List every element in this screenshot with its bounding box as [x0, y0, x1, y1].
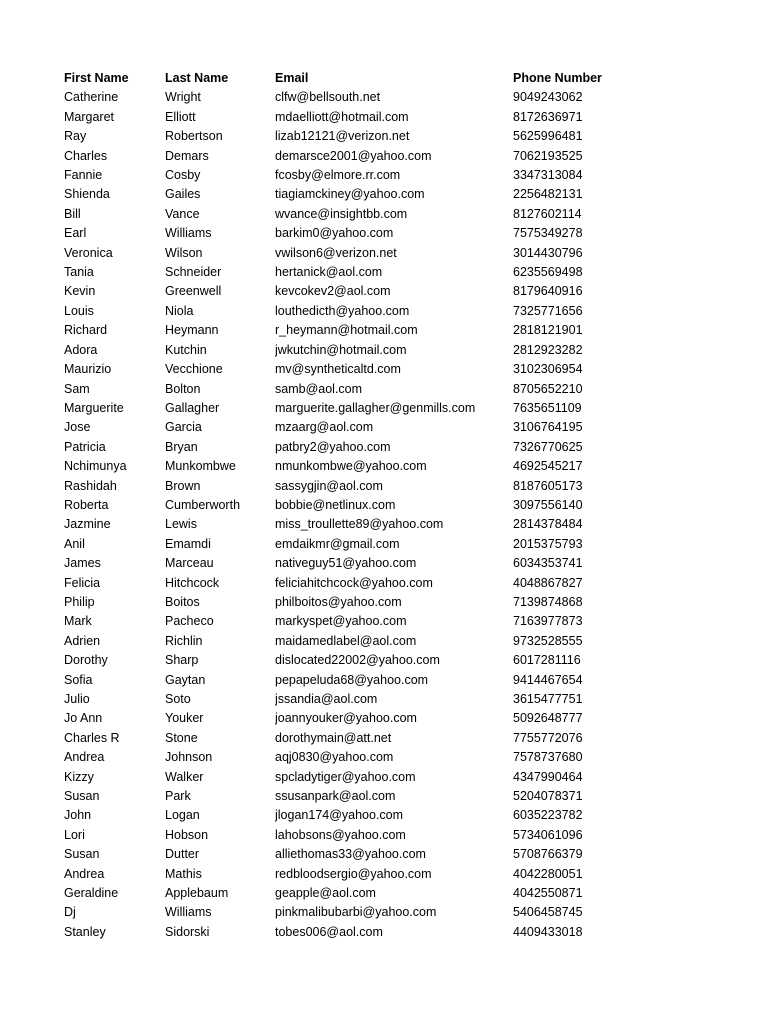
first-name-cell: Louis	[64, 303, 94, 318]
email-cell: bobbie@netlinux.com	[275, 497, 396, 512]
table-row	[64, 244, 684, 263]
last-name-cell: Gallagher	[165, 400, 220, 415]
email-cell: redbloodsergio@yahoo.com	[275, 866, 432, 881]
last-name-cell: Greenwell	[165, 284, 222, 299]
last-name-cell: Brown	[165, 478, 201, 493]
last-name-cell: Robertson	[165, 129, 223, 144]
email-cell: aqj0830@yahoo.com	[275, 750, 394, 765]
table-row	[64, 903, 684, 922]
table-row	[64, 166, 684, 185]
table-body	[64, 88, 684, 942]
table-row	[64, 438, 684, 457]
last-name-cell: Boitos	[165, 594, 200, 609]
phone-number-cell: 7139874868	[513, 594, 583, 609]
table-row	[64, 651, 684, 670]
table-row	[64, 185, 684, 204]
table-row	[64, 884, 684, 903]
email-cell: jssandia@aol.com	[275, 692, 378, 706]
last-name-cell: Hitchcock	[165, 575, 220, 590]
last-name-cell: Soto	[165, 692, 191, 706]
phone-number-cell: 5406458745	[513, 905, 583, 920]
first-name-cell: Susan	[64, 789, 100, 804]
phone-number-cell: 5204078371	[513, 789, 583, 804]
table-row	[64, 729, 684, 748]
phone-number-header: Phone Number	[513, 71, 602, 85]
email-header: Email	[275, 71, 309, 85]
first-name-cell: Catherine	[64, 90, 119, 105]
first-name-cell: John	[64, 808, 92, 823]
first-name-cell: Charles R	[64, 730, 120, 745]
phone-number-cell: 6035223782	[513, 808, 583, 823]
phone-number-cell: 2814378484	[513, 517, 583, 532]
last-name-cell: Williams	[165, 905, 212, 920]
email-cell: maidamedlabel@aol.com	[275, 633, 417, 648]
last-name-cell: Vecchione	[165, 362, 223, 377]
table-row	[64, 127, 684, 146]
email-cell: markyspet@yahoo.com	[275, 614, 407, 629]
first-name-cell: Roberta	[64, 497, 109, 512]
email-cell: joannyouker@yahoo.com	[275, 711, 417, 726]
email-cell: tobes006@aol.com	[275, 924, 383, 939]
email-cell: nativeguy51@yahoo.com	[275, 556, 417, 571]
last-name-cell: Schneider	[165, 265, 222, 280]
phone-number-cell: 7325771656	[513, 303, 583, 318]
last-name-cell: Cosby	[165, 168, 201, 183]
phone-number-cell: 6034353741	[513, 556, 583, 571]
last-name-cell: Heymann	[165, 323, 219, 338]
table-row	[64, 826, 684, 845]
last-name-cell: Cumberworth	[165, 497, 241, 512]
first-name-cell: Tania	[64, 265, 94, 280]
email-cell: ssusanpark@aol.com	[275, 789, 396, 804]
table-row	[64, 341, 684, 360]
first-name-cell: Andrea	[64, 866, 105, 881]
table-row	[64, 787, 684, 806]
email-cell: mdaelliott@hotmail.com	[275, 109, 409, 124]
last-name-cell: Gaytan	[165, 672, 206, 687]
first-name-cell: Lori	[64, 827, 85, 842]
first-name-cell: Maurizio	[64, 362, 112, 377]
phone-number-cell: 7062193525	[513, 148, 583, 163]
last-name-cell: Niola	[165, 303, 194, 318]
last-name-cell: Sidorski	[165, 924, 210, 939]
table-row	[64, 709, 684, 728]
email-cell: clfw@bellsouth.net	[275, 90, 381, 105]
phone-number-cell: 4409433018	[513, 924, 583, 939]
last-name-cell: Dutter	[165, 847, 200, 862]
first-name-cell: Stanley	[64, 924, 106, 939]
phone-number-cell: 4042280051	[513, 866, 583, 881]
email-cell: barkim0@yahoo.com	[275, 226, 394, 241]
phone-number-cell: 3097556140	[513, 497, 583, 512]
last-name-cell: Marceau	[165, 556, 214, 571]
first-name-cell: James	[64, 556, 101, 571]
table-row	[64, 612, 684, 631]
phone-number-cell: 9049243062	[513, 90, 583, 105]
last-name-cell: Vance	[165, 206, 200, 221]
email-cell: patbry2@yahoo.com	[275, 439, 391, 454]
phone-number-cell: 7575349278	[513, 226, 583, 241]
first-name-cell: Geraldine	[64, 886, 119, 901]
table-row	[64, 418, 684, 437]
first-name-cell: Earl	[64, 226, 87, 241]
phone-number-cell: 3102306954	[513, 362, 583, 377]
table-row	[64, 768, 684, 787]
last-name-cell: Bolton	[165, 381, 201, 396]
last-name-cell: Kutchin	[165, 342, 207, 357]
last-name-cell: Demars	[165, 148, 209, 163]
phone-number-cell: 8127602114	[513, 206, 582, 221]
phone-number-cell: 5734061096	[513, 827, 583, 842]
first-name-cell: Bill	[64, 206, 81, 221]
email-cell: spcladytiger@yahoo.com	[275, 769, 416, 784]
first-name-cell: Susan	[64, 847, 100, 862]
first-name-cell: Shienda	[64, 187, 110, 202]
last-name-cell: Richlin	[165, 633, 203, 648]
table-row	[64, 380, 684, 399]
email-cell: demarsce2001@yahoo.com	[275, 148, 432, 163]
first-name-cell: Jo Ann	[64, 711, 103, 726]
email-cell: hertanick@aol.com	[275, 265, 383, 280]
email-cell: geapple@aol.com	[275, 886, 376, 901]
first-name-cell: Jazmine	[64, 517, 111, 532]
phone-number-cell: 3106764195	[513, 420, 583, 435]
table-row	[64, 321, 684, 340]
first-name-cell: Sofia	[64, 672, 93, 687]
phone-number-cell: 8705652210	[513, 381, 583, 396]
table-row	[64, 690, 684, 709]
phone-number-cell: 2812923282	[513, 342, 583, 357]
table-row	[64, 865, 684, 884]
email-cell: kevcokev2@aol.com	[275, 284, 391, 299]
phone-number-cell: 5708766379	[513, 847, 583, 862]
last-name-cell: Stone	[165, 730, 198, 745]
phone-number-cell: 2256482131	[513, 187, 583, 202]
email-cell: samb@aol.com	[275, 381, 363, 396]
last-name-cell: Logan	[165, 808, 200, 823]
email-cell: alliethomas33@yahoo.com	[275, 847, 426, 862]
phone-number-cell: 4347990464	[513, 769, 583, 784]
table-row	[64, 302, 684, 321]
email-cell: vwilson6@verizon.net	[275, 245, 397, 260]
last-name-cell: Elliott	[165, 109, 196, 124]
first-name-cell: Adora	[64, 342, 98, 357]
header-row	[64, 69, 684, 88]
last-name-cell: Emamdi	[165, 536, 211, 551]
first-name-cell: Dorothy	[64, 653, 108, 668]
email-cell: fcosby@elmore.rr.com	[275, 168, 401, 183]
phone-number-cell: 9414467654	[513, 672, 583, 687]
email-cell: nmunkombwe@yahoo.com	[275, 459, 427, 474]
first-name-cell: Mark	[64, 614, 92, 629]
table-row	[64, 282, 684, 301]
phone-number-cell: 7755772076	[513, 730, 583, 745]
last-name-cell: Hobson	[165, 827, 209, 842]
first-name-cell: Ray	[64, 129, 87, 144]
phone-number-cell: 2015375793	[513, 536, 583, 551]
email-cell: marguerite.gallagher@genmills.com	[275, 400, 476, 415]
phone-number-cell: 3615477751	[513, 692, 583, 706]
phone-number-cell: 8179640916	[513, 284, 583, 299]
first-name-cell: Felicia	[64, 575, 101, 590]
first-name-cell: Nchimunya	[64, 459, 127, 474]
table-row	[64, 593, 684, 612]
last-name-cell: Pacheco	[165, 614, 214, 629]
email-cell: dislocated22002@yahoo.com	[275, 653, 440, 668]
email-cell: jlogan174@yahoo.com	[275, 808, 404, 823]
email-cell: sassygjin@aol.com	[275, 478, 383, 493]
email-cell: feliciahitchcock@yahoo.com	[275, 575, 433, 590]
first-name-cell: Richard	[64, 323, 108, 338]
phone-number-cell: 4692545217	[513, 459, 583, 474]
last-name-cell: Garcia	[165, 420, 202, 435]
table-row	[64, 147, 684, 166]
table-row	[64, 515, 684, 534]
phone-number-cell: 3347313084	[513, 168, 583, 183]
phone-number-cell: 7326770625	[513, 439, 583, 454]
first-name-cell: Patricia	[64, 439, 106, 454]
last-name-cell: Mathis	[165, 866, 202, 881]
phone-number-cell: 4048867827	[513, 575, 583, 590]
email-cell: pinkmalibubarbi@yahoo.com	[275, 905, 437, 920]
table-row	[64, 574, 684, 593]
phone-number-cell: 7578737680	[513, 750, 583, 765]
last-name-cell: Wilson	[165, 245, 203, 260]
email-cell: dorothymain@att.net	[275, 730, 392, 745]
email-cell: mzaarg@aol.com	[275, 420, 374, 435]
first-name-cell: Kizzy	[64, 769, 94, 784]
table-row	[64, 632, 684, 651]
phone-number-cell: 5625996481	[513, 129, 583, 144]
first-name-cell: Sam	[64, 381, 90, 396]
first-name-cell: Fannie	[64, 168, 103, 183]
table-row	[64, 477, 684, 496]
table-row	[64, 671, 684, 690]
last-name-cell: Wright	[165, 90, 201, 105]
table-row	[64, 224, 684, 243]
phone-number-cell: 2818121901	[513, 323, 583, 338]
last-name-cell: Park	[165, 789, 191, 804]
last-name-cell: Johnson	[165, 750, 213, 765]
email-cell: lahobsons@yahoo.com	[275, 827, 406, 842]
table-row	[64, 923, 684, 942]
first-name-cell: Dj	[64, 905, 76, 920]
table-row	[64, 263, 684, 282]
last-name-cell: Walker	[165, 769, 204, 784]
table-row	[64, 399, 684, 418]
email-cell: miss_troullette89@yahoo.com	[275, 517, 444, 532]
last-name-cell: Bryan	[165, 439, 198, 454]
table-row	[64, 496, 684, 515]
last-name-cell: Gailes	[165, 187, 201, 202]
last-name-cell: Munkombwe	[165, 459, 236, 474]
table-row	[64, 88, 684, 107]
table-row	[64, 108, 684, 127]
table-row	[64, 457, 684, 476]
table-row	[64, 205, 684, 224]
first-name-cell: Jose	[64, 420, 91, 435]
table-row	[64, 554, 684, 573]
table-row	[64, 845, 684, 864]
email-cell: wvance@insightbb.com	[275, 206, 408, 221]
email-cell: tiagiamckiney@yahoo.com	[275, 187, 425, 202]
phone-number-cell: 4042550871	[513, 886, 583, 901]
phone-number-cell: 9732528555	[513, 633, 583, 648]
email-cell: pepapeluda68@yahoo.com	[275, 672, 429, 687]
table-row	[64, 748, 684, 767]
table-row	[64, 806, 684, 825]
email-cell: philboitos@yahoo.com	[275, 594, 402, 609]
first-name-cell: Julio	[64, 692, 90, 706]
phone-number-cell: 8172636971	[513, 109, 583, 124]
phone-number-cell: 7635651109	[513, 400, 582, 415]
last-name-cell: Sharp	[165, 653, 199, 668]
email-cell: emdaikmr@gmail.com	[275, 536, 400, 551]
table-row	[64, 360, 684, 379]
last-name-cell: Lewis	[165, 517, 197, 532]
email-cell: jwkutchin@hotmail.com	[275, 342, 407, 357]
phone-number-cell: 3014430796	[513, 245, 583, 260]
first-name-cell: Kevin	[64, 284, 96, 299]
first-name-cell: Adrien	[64, 633, 101, 648]
first-name-cell: Veronica	[64, 245, 113, 260]
phone-number-cell: 5092648777	[513, 711, 583, 726]
phone-number-cell: 6017281116	[513, 653, 581, 668]
first-name-header: First Name	[64, 71, 129, 85]
table-row	[64, 535, 684, 554]
email-cell: lizab12121@verizon.net	[275, 129, 410, 144]
email-cell: mv@syntheticaltd.com	[275, 362, 401, 377]
last-name-cell: Applebaum	[165, 886, 229, 901]
last-name-cell: Youker	[165, 711, 204, 726]
phone-number-cell: 7163977873	[513, 614, 583, 629]
first-name-cell: Andrea	[64, 750, 105, 765]
phone-number-cell: 8187605173	[513, 478, 583, 493]
last-name-cell: Williams	[165, 226, 212, 241]
first-name-cell: Anil	[64, 536, 85, 551]
contacts-table	[64, 69, 684, 942]
email-cell: r_heymann@hotmail.com	[275, 323, 418, 338]
first-name-cell: Rashidah	[64, 478, 117, 493]
email-cell: louthedicth@yahoo.com	[275, 303, 410, 318]
last-name-header: Last Name	[165, 71, 229, 85]
first-name-cell: Philip	[64, 594, 95, 609]
first-name-cell: Marguerite	[64, 400, 124, 415]
first-name-cell: Charles	[64, 148, 108, 163]
first-name-cell: Margaret	[64, 109, 115, 124]
phone-number-cell: 6235569498	[513, 265, 583, 280]
